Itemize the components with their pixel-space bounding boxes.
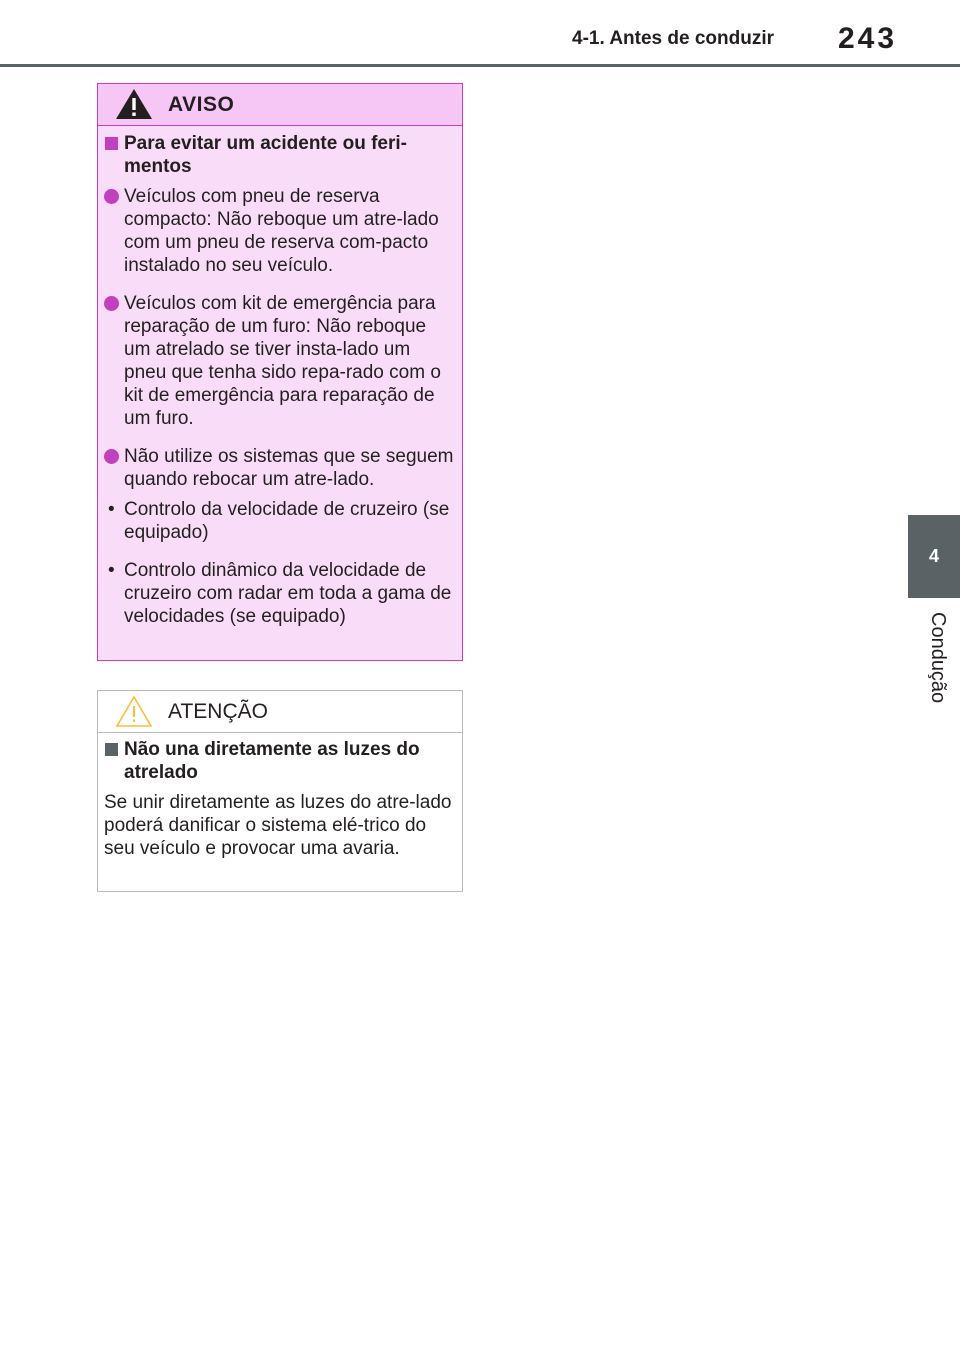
warning-sub-item-text: Controlo dinâmico da velocidade de cruzeiro com radar em toda a gama de velocidades (se equipado) — [124, 560, 452, 627]
warning-box-header — [98, 84, 462, 126]
warning-bullet-text: Não utilize os sistemas que se seguem quando rebocar um atre-lado. — [124, 446, 454, 490]
square-bullet-icon — [105, 743, 118, 756]
circle-bullet-icon — [104, 189, 119, 204]
warning-sub-item-text: Controlo da velocidade de cruzeiro (se equipado) — [124, 499, 450, 543]
caution-text: Se unir diretamente as luzes do atre-lado poderá danificar o sistema elé-trico do seu veículo e provocar uma avaria. — [104, 792, 452, 859]
warning-bullet-text: Veículos com pneu de reserva compacto: Não reboque um atre-lado com um pneu de reserva com-pacto instalado no seu veículo. — [124, 186, 439, 276]
warning-subheading-row — [104, 132, 454, 178]
warning-sub-item — [104, 559, 454, 628]
warning-box-body — [98, 132, 462, 628]
warning-bullet — [104, 445, 454, 491]
page-number: 243 — [838, 22, 898, 55]
dot-bullet-icon: • — [108, 499, 115, 520]
header-section-title: 4-1. Antes de conduzir — [572, 28, 774, 49]
warning-bullet-text: Veículos com kit de emergência para reparação de um furo: Não reboque um atrelado se tiver insta-lado um pneu que tenha sido repa-rado com o kit de emergência para reparação de um furo. — [124, 293, 441, 429]
caution-title: ATENÇÃO — [168, 700, 268, 723]
caution-triangle-icon — [114, 694, 154, 728]
warning-sub-item — [104, 498, 454, 544]
warning-triangle-icon — [114, 87, 154, 121]
square-bullet-icon — [105, 137, 118, 150]
warning-subheading: Para evitar um acidente ou feri-mentos — [124, 133, 407, 177]
chapter-number: 4 — [928, 546, 939, 566]
circle-bullet-icon — [104, 449, 119, 464]
circle-bullet-icon — [104, 296, 119, 311]
warning-box — [97, 83, 463, 661]
caution-box-body — [98, 738, 462, 860]
header-rule — [0, 64, 960, 67]
warning-bullet — [104, 185, 454, 277]
caution-box-header — [98, 691, 462, 733]
warning-title: AVISO — [168, 93, 235, 116]
caution-subheading-row — [104, 738, 454, 784]
chapter-title: Condução — [927, 612, 949, 704]
warning-bullet — [104, 292, 454, 430]
caution-box — [97, 690, 463, 892]
chapter-tab — [908, 515, 960, 598]
dot-bullet-icon: • — [108, 560, 115, 581]
caution-subheading: Não una diretamente as luzes do atrelado — [124, 739, 420, 783]
